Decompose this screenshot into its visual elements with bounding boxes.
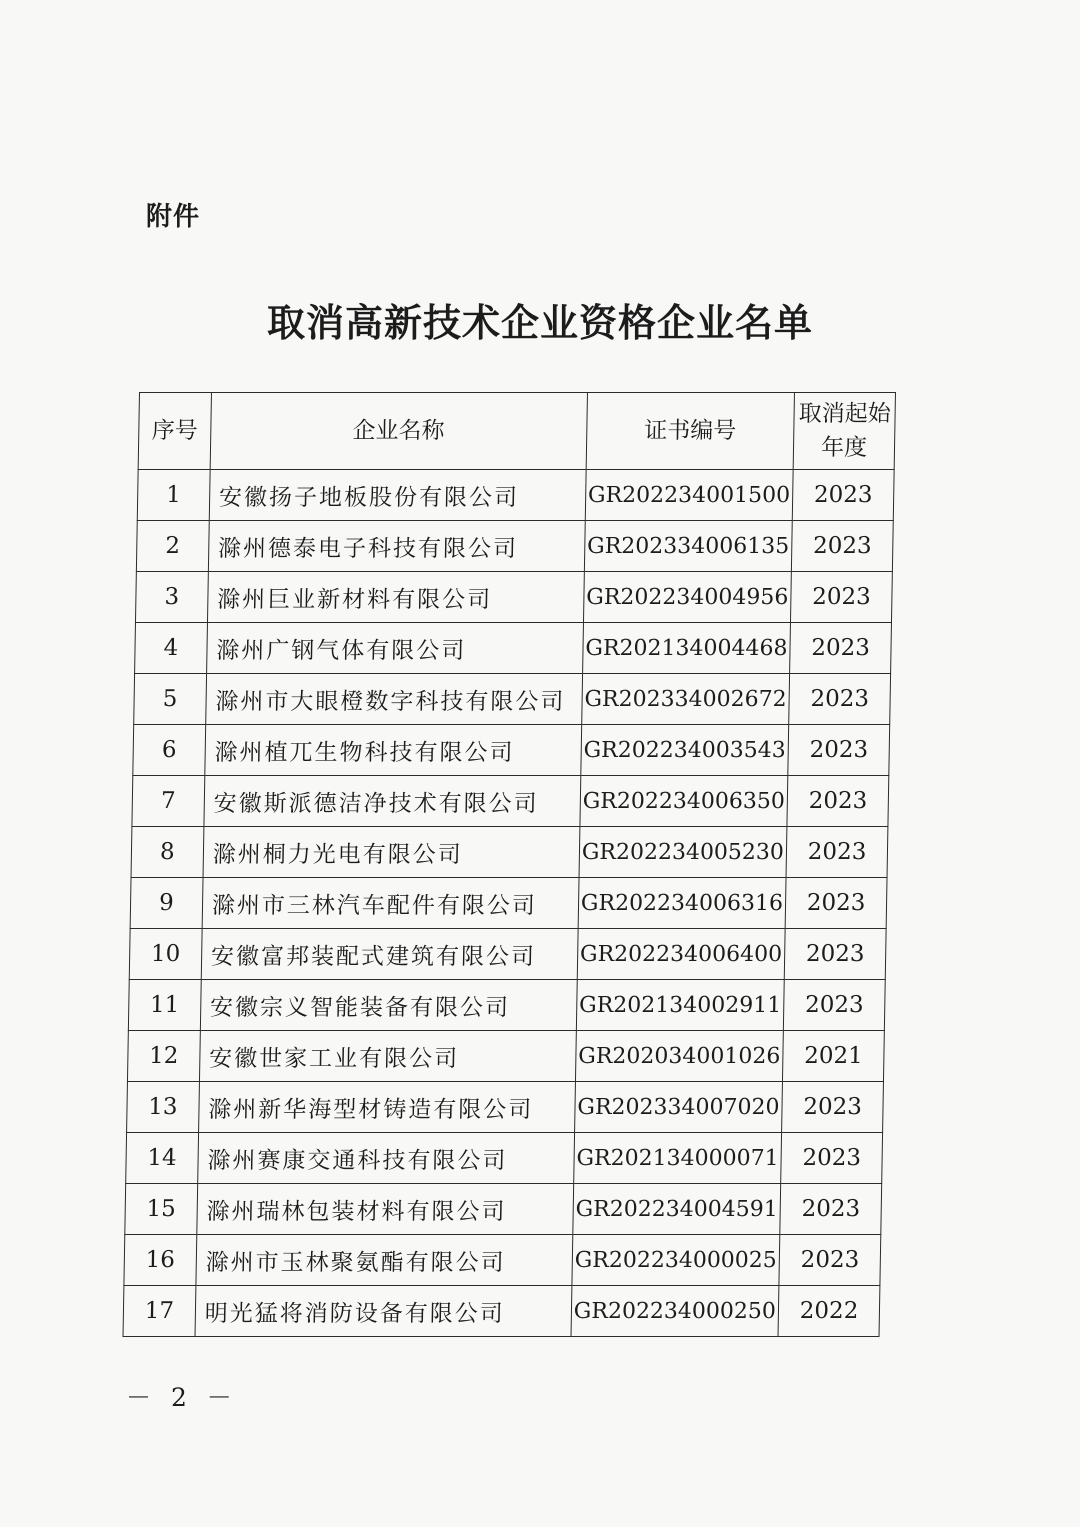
company-list-table [123,392,896,1337]
table-row [131,827,888,878]
table-row [124,1235,881,1286]
table-row [135,572,892,623]
row-cancel-year: 2023 [787,776,889,827]
row-certificate-number: GR202234003543 [580,725,789,776]
row-cancel-year: 2022 [778,1286,880,1337]
row-cancel-year: 2023 [781,1133,883,1184]
row-seq: 9 [130,878,203,929]
row-company-name: 安徽扬子地板股份有限公司 [209,470,586,521]
row-certificate-number: GR202334002672 [581,674,790,725]
row-company-name: 滁州植兀生物科技有限公司 [205,725,582,776]
document-title: 取消高新技术企业资格企业名单 [266,301,813,345]
row-seq: 11 [128,980,201,1031]
header-cancel-year [793,393,895,470]
row-company-name: 滁州德泰电子科技有限公司 [208,521,585,572]
table-row [127,1031,884,1082]
table-row [133,725,890,776]
table-row [125,1184,882,1235]
row-cancel-year: 2023 [789,674,891,725]
table-header-row [138,393,895,470]
table-row [137,470,894,521]
row-cancel-year: 2023 [780,1184,882,1235]
row-certificate-number: GR202034001026 [575,1031,784,1082]
row-company-name: 安徽富邦装配式建筑有限公司 [201,929,578,980]
row-cancel-year: 2023 [779,1235,881,1286]
row-seq: 16 [124,1235,197,1286]
row-company-name: 滁州瑞林包装材料有限公司 [197,1184,574,1235]
row-seq: 3 [135,572,208,623]
row-cancel-year: 2023 [788,725,890,776]
row-company-name: 滁州广钢气体有限公司 [206,623,583,674]
row-company-name: 滁州巨业新材料有限公司 [207,572,584,623]
row-certificate-number: GR202134004468 [582,623,791,674]
row-company-name: 安徽斯派德洁净技术有限公司 [204,776,581,827]
row-company-name: 滁州新华海型材铸造有限公司 [198,1082,575,1133]
row-company-name: 滁州市三林汽车配件有限公司 [202,878,579,929]
row-certificate-number: GR202234006350 [579,776,788,827]
row-seq: 2 [136,521,209,572]
row-company-name: 滁州桐力光电有限公司 [203,827,580,878]
table-row [127,1082,884,1133]
row-seq: 6 [133,725,206,776]
row-seq: 12 [127,1031,200,1082]
table-body [123,470,894,1337]
table-row [135,623,892,674]
row-company-name: 滁州市玉林聚氨酯有限公司 [196,1235,573,1286]
row-seq: 1 [137,470,210,521]
row-company-name: 明光猛将消防设备有限公司 [195,1286,572,1337]
row-company-name: 滁州赛康交通科技有限公司 [197,1133,574,1184]
row-certificate-number: GR202134000071 [573,1133,782,1184]
row-certificate-number: GR202234000025 [571,1235,780,1286]
row-seq: 15 [125,1184,198,1235]
row-seq: 17 [123,1286,196,1337]
table-row [123,1286,880,1337]
row-certificate-number: GR202234001500 [585,470,794,521]
row-cancel-year: 2023 [790,623,892,674]
attachment-label: 附件 [146,202,201,232]
table-row [136,521,893,572]
row-company-name: 安徽宗义智能装备有限公司 [200,980,577,1031]
row-certificate-number: GR202234005230 [579,827,788,878]
row-cancel-year: 2023 [782,1082,884,1133]
page-number: － 2 － [126,1383,238,1412]
row-seq: 5 [134,674,207,725]
row-certificate-number: GR202334006135 [584,521,793,572]
row-certificate-number: GR202234004956 [583,572,792,623]
row-certificate-number: GR202234000250 [571,1286,780,1337]
header-certificate-number: 证书编号 [586,393,795,470]
table-row [129,929,886,980]
row-company-name: 滁州市大眼橙数字科技有限公司 [205,674,582,725]
row-cancel-year: 2023 [785,878,887,929]
header-cancel-year-label: 取消起始年度 [798,401,891,461]
row-cancel-year: 2021 [783,1031,885,1082]
row-company-name: 安徽世家工业有限公司 [199,1031,576,1082]
row-seq: 7 [132,776,205,827]
table-row [128,980,885,1031]
row-certificate-number: GR202334007020 [574,1082,783,1133]
table-row [132,776,889,827]
row-cancel-year: 2023 [792,521,894,572]
row-certificate-number: GR202134002911 [576,980,785,1031]
row-cancel-year: 2023 [784,980,886,1031]
row-seq: 4 [135,623,208,674]
row-certificate-number: GR202234004591 [572,1184,781,1235]
row-seq: 13 [127,1082,200,1133]
row-cancel-year: 2023 [791,572,893,623]
table-row [130,878,887,929]
header-company-name: 企业名称 [210,393,587,470]
row-seq: 10 [129,929,202,980]
row-cancel-year: 2023 [786,827,888,878]
row-certificate-number: GR202234006316 [578,878,787,929]
table-row [126,1133,883,1184]
table-row [134,674,891,725]
header-seq: 序号 [138,393,211,470]
row-certificate-number: GR202234006400 [577,929,786,980]
row-seq: 8 [131,827,204,878]
row-cancel-year: 2023 [792,470,894,521]
row-seq: 14 [126,1133,199,1184]
row-cancel-year: 2023 [784,929,886,980]
